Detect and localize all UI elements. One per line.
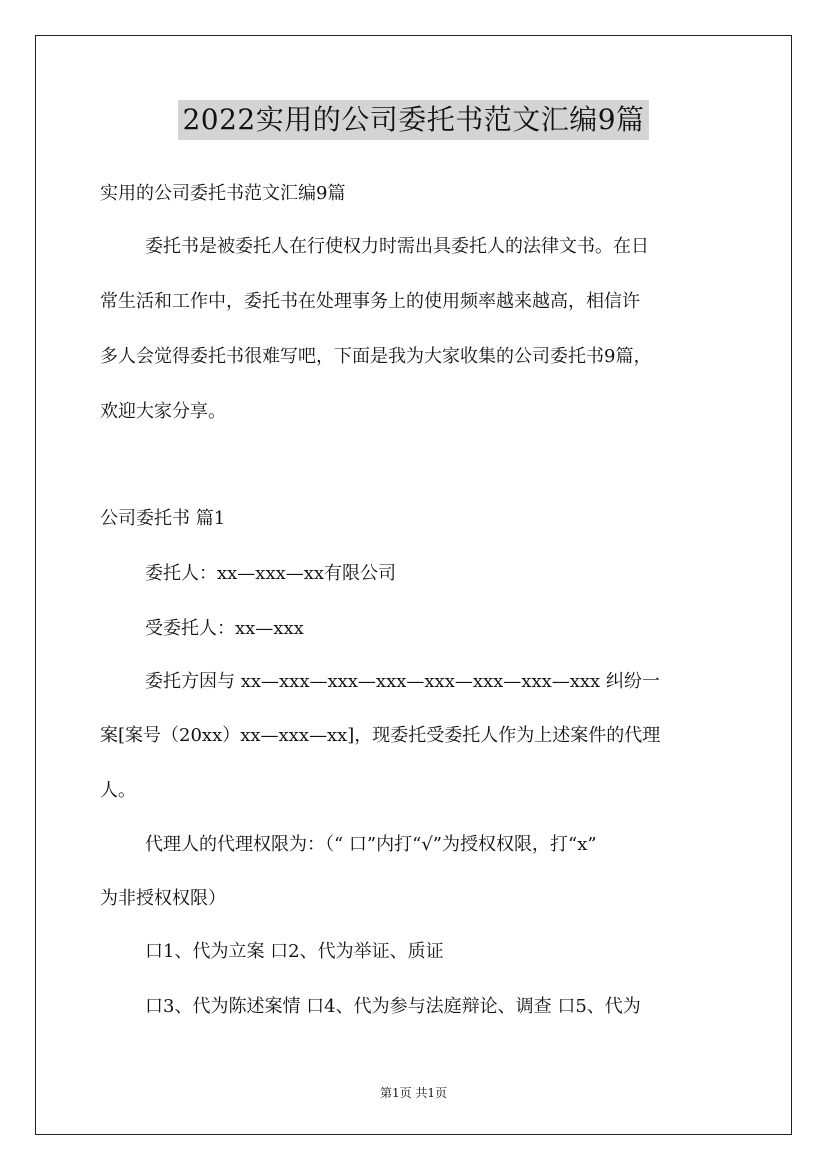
- body-line-5: 人。: [100, 780, 136, 801]
- page-footer: 第1页 共1页: [379, 1086, 448, 1100]
- intro-line-3: 多人会觉得委托书很难写吧，下面是我为大家收集的公司委托书9篇，: [100, 346, 652, 367]
- body-line-1: 委托人：xx—xxx—xx有限公司: [145, 563, 397, 584]
- section-heading: 公司委托书 篇1: [100, 508, 226, 529]
- document-title: 2022实用的公司委托书范文汇编9篇: [178, 100, 648, 140]
- body-line-4: 案[案号（20xx）xx—xxx—xx]，现委托受委托人作为上述案件的代理: [100, 725, 661, 746]
- body-line-9: 口3、代为陈述案情 口4、代为参与法庭辩论、调查 口5、代为: [145, 996, 641, 1017]
- body-line-3: 委托方因与 xx—xxx—xxx—xxx—xxx—xxx—xxx—xxx 纠纷一: [145, 671, 660, 692]
- body-line-2: 受委托人：xx—xxx: [145, 618, 304, 639]
- body-line-8: 口1、代为立案 口2、代为举证、质证: [145, 941, 444, 962]
- title-container: [0, 100, 827, 140]
- body-line-6: 代理人的代理权限为：（“ 口”内打“√”为授权权限，打“x”: [145, 834, 597, 855]
- intro-line-4: 欢迎大家分享。: [100, 401, 226, 422]
- intro-line-2: 常生活和工作中，委托书在处理事务上的使用频率越来越高，相信许: [100, 291, 640, 312]
- body-line-7: 为非授权权限）: [100, 888, 226, 909]
- subtitle: 实用的公司委托书范文汇编9篇: [100, 183, 346, 204]
- intro-line-1: 委托书是被委托人在行使权力时需出具委托人的法律文书。在日: [145, 236, 649, 257]
